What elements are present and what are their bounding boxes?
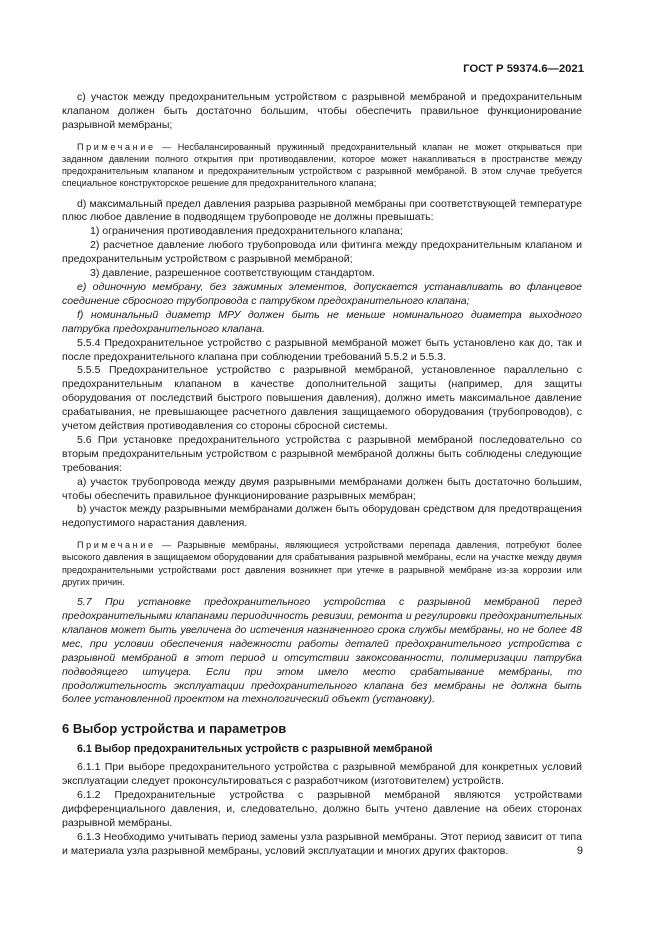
paragraph-item-f: f) номинальный диаметр МРУ должен быть не меньше номинального диаметра выходного патрубка предохранительного клапана. bbox=[62, 308, 582, 335]
paragraph-5-7: 5.7 При установке предохранительного устройства с разрывной мембраной перед предохранительными клапанами периодичность ревизии, ремонта и регулировки предохранительных клапанов может быть увеличена до истечения назначенного срока службы мембраны, но не более 48 мес, при условии обеспечения надежности работы деталей предохранительного устройства с разрывной мембраной в этот период и отсутствии закоксованности, полимеризации патрубка подводящего штуцера. Если при этом имело место срабатывание мембраны, то продолжительность эксплуатации предохранительного клапана без мембраны не должна быть более установленной проектом на технологический объект (установку). bbox=[62, 596, 582, 706]
paragraph-6-1-1: 6.1.1 При выборе предохранительного устройства с разрывной мембраной для конкретных условий эксплуатации следует проконсультироваться с разработчиком (изготовителем) устройств. bbox=[62, 761, 582, 788]
paragraph-5-5-4: 5.5.4 Предохранительное устройство с разрывной мембраной может быть установлено как до, так и после предохранительного клапана при соблюдении требований 5.5.2 и 5.5.3. bbox=[62, 336, 582, 363]
paragraph-item-d3: 3) давление, разрешенное соответствующим стандартом. bbox=[90, 267, 375, 280]
subsection-heading-6-1: 6.1 Выбор предохранительных устройств с разрывной мембраной bbox=[77, 743, 433, 756]
paragraph-5-6-a: a) участок трубопровода между двумя разрывными мембранами должен быть достаточно большим, чтобы обеспечить правильное функционирование разрывных мембран; bbox=[62, 475, 582, 502]
paragraph-item-d: d) максимальный предел давления разрыва разрывной мембраны при соответствующей температуре плюс любое давление в подводящем трубопроводе не должны превышать: bbox=[62, 197, 582, 224]
note-label: Примечание bbox=[77, 540, 156, 551]
note-text: — Несбалансированный пружинный предохранительный клапан не может открываться при заданном давлении полного открытия при противодавлении, которое может накапливаться в пространстве между предохранительным клапаном и предохранительным устройством с разрывной мембраной. В этом случае требуется специальное конструкторское решение для предохранительного клапана; bbox=[62, 141, 582, 189]
paragraph-item-c: c) участок между предохранительным устройством с разрывной мембраной и предохранительным клапаном должен быть достаточно большим, чтобы обеспечить правильное функционирование разрывной мембраны; bbox=[62, 91, 582, 131]
section-heading-6: 6 Выбор устройства и параметров bbox=[62, 721, 287, 737]
paragraph-5-6-b: b) участок между разрывными мембранами должен быть оборудован средством для предотвращения недопустимого нарастания давления. bbox=[62, 503, 582, 530]
note-label: Примечание bbox=[77, 141, 156, 152]
note-text: — Разрывные мембраны, являющиеся устройствами перепада давления, потребуют более высокого давления в защищаемом оборудовании для срабатывания разрывной мембраны, если на участке между двумя предохранительными устройствами рост давления возникнет при утечке в разрывной мембране из-за коррозии или других причин. bbox=[62, 540, 582, 587]
paragraph-item-e: e) одиночную мембрану, без зажимных элементов, допускается устанавливать во фланцевое соединение сбросного трубопровода с патрубком предохранительного клапана; bbox=[62, 280, 582, 307]
document-header-id: ГОСТ Р 59374.6—2021 bbox=[463, 63, 584, 75]
paragraph-5-5-5: 5.5.5 Предохранительное устройство с разрывной мембраной, установленное параллельно с предохранительным клапаном в качестве дополнительной защиты (например, для защиты оборудования от последствий быстрого повышения давления), должно иметь максимальное давление срабатывания, не превышающее расчетного давления защищаемого оборудования (трубопроводов), с учетом действия противодавления со стороны сбросной системы. bbox=[62, 364, 582, 433]
page-body bbox=[62, 91, 582, 859]
paragraph-6-1-2: 6.1.2 Предохранительные устройства с разрывной мембраной являются устройствами дифференциального давления, и, следовательно, должно быть учтено давление на обеих сторонах разрывной мембраны. bbox=[62, 789, 582, 829]
paragraph-6-1-3: 6.1.3 Необходимо учитывать период замены узла разрывной мембраны. Этот период зависит от типа и материала узла разрывной мембраны, условий эксплуатации и многих других факторов. bbox=[62, 830, 582, 857]
paragraph-item-d2: 2) расчетное давление любого трубопровода или фитинга между предохранительным клапаном и предохранительным устройством с разрывной мембраной; bbox=[62, 239, 582, 266]
note-block bbox=[62, 141, 582, 190]
paragraph-5-6: 5.6 При установке предохранительного устройства с разрывной мембраной последовательно со вторым предохранительным устройством с разрывной мембраной должны быть соблюдены следующие требования: bbox=[62, 433, 582, 474]
page-number: 9 bbox=[576, 845, 583, 857]
note-block bbox=[62, 539, 582, 588]
paragraph-item-d1: 1) ограничения противодавления предохранительного клапана; bbox=[90, 225, 403, 238]
